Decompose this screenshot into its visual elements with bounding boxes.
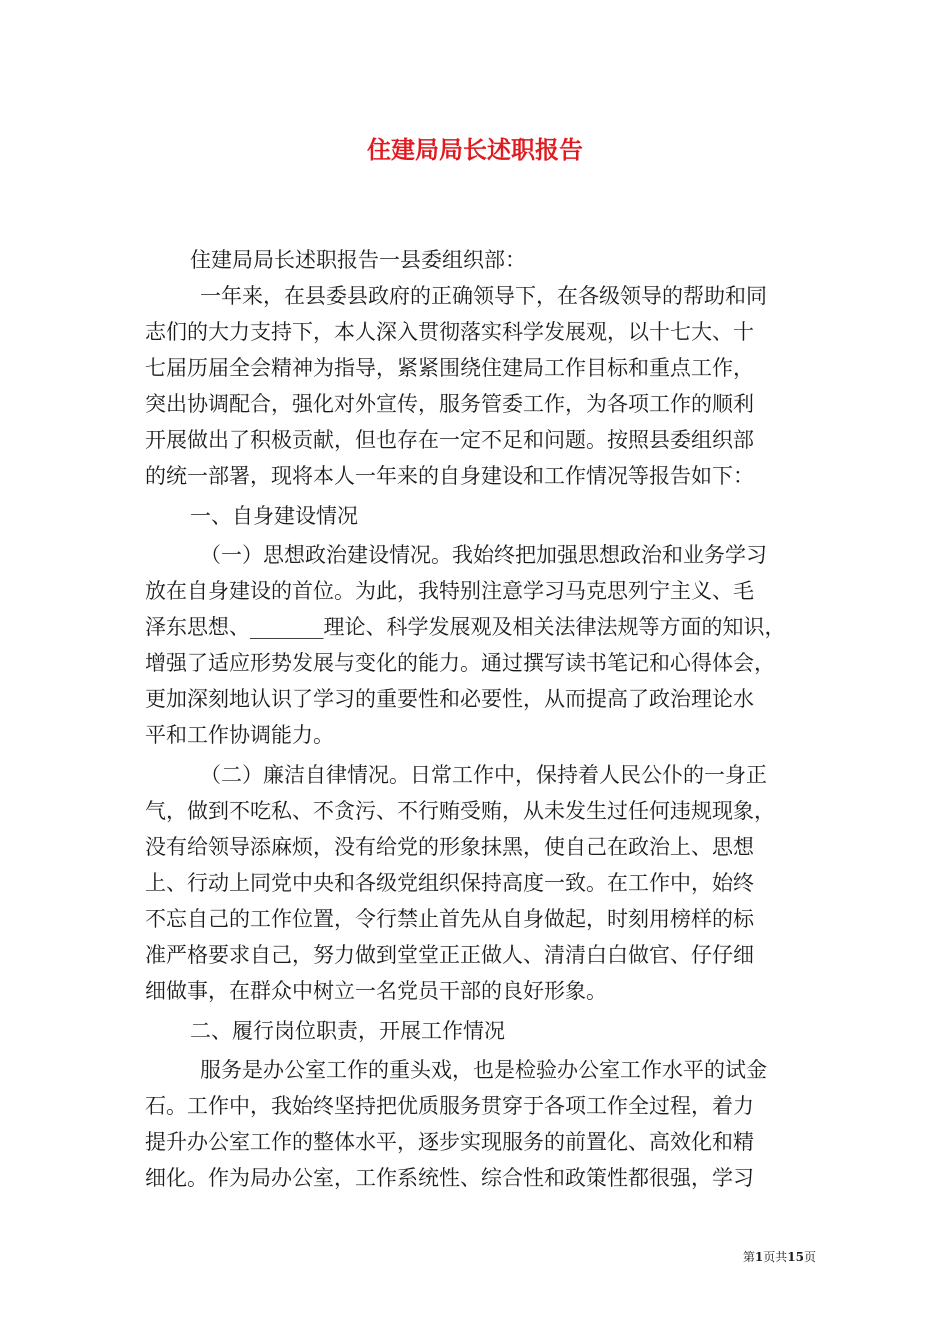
body-line: 开展做出了积极贡献，但也存在一定不足和问题。按照县委组织部 bbox=[145, 428, 754, 452]
body-line: 细做事，在群众中树立一名党员干部的良好形象。 bbox=[145, 979, 607, 1003]
body-line: 石。工作中，我始终坚持把优质服务贯穿于各项工作全过程，着力 bbox=[145, 1094, 754, 1118]
body-line: 平和工作协调能力。 bbox=[145, 723, 334, 747]
body-line: 的统一部署，现将本人一年来的自身建设和工作情况等报告如下： bbox=[145, 464, 754, 488]
body-line: 放在自身建设的首位。为此，我特别注意学习马克思列宁主义、毛 bbox=[145, 579, 754, 603]
body-line: 住建局局长述职报告一县委组织部： bbox=[190, 248, 526, 272]
body-line: 细化。作为局办公室，工作系统性、综合性和政策性都很强，学习 bbox=[145, 1166, 754, 1190]
footer-current-page: 1 bbox=[754, 1250, 764, 1264]
footer-total-pages: 15 bbox=[787, 1250, 804, 1264]
body-line: 增强了适应形势发展与变化的能力。通过撰写读书笔记和心得体会， bbox=[145, 651, 775, 675]
body-line: 上、行动上同党中央和各级党组织保持高度一致。在工作中，始终 bbox=[145, 871, 754, 895]
body-line: 气，做到不吃私、不贪污、不行贿受贿，从未发生过任何违规现象， bbox=[145, 799, 775, 823]
body-line: 一年来，在县委县政府的正确领导下，在各级领导的帮助和同 bbox=[200, 284, 767, 308]
body-line: 更加深刻地认识了学习的重要性和必要性，从而提高了政治理论水 bbox=[145, 687, 754, 711]
body-line: 泽东思想、_______理论、科学发展观及相关法律法规等方面的知识， bbox=[145, 615, 786, 639]
body-line: 不忘自己的工作位置，令行禁止首先从自身做起，时刻用榜样的标 bbox=[145, 907, 754, 931]
body-line: 突出协调配合，强化对外宣传，服务管委工作，为各项工作的顺利 bbox=[145, 392, 754, 416]
body-line: （二）廉洁自律情况。日常工作中，保持着人民公仆的一身正 bbox=[200, 763, 767, 787]
body-line: 准严格要求自己，努力做到堂堂正正做人、清清白白做官、仔仔细 bbox=[145, 943, 754, 967]
body-line: 服务是办公室工作的重头戏，也是检验办公室工作水平的试金 bbox=[200, 1058, 767, 1082]
section-heading: 一、自身建设情况 bbox=[190, 504, 358, 528]
body-line: 提升办公室工作的整体水平，逐步实现服务的前置化、高效化和精 bbox=[145, 1130, 754, 1154]
footer-suffix: 页 bbox=[803, 1250, 816, 1264]
body-line: 七届历届全会精神为指导，紧紧围绕住建局工作目标和重点工作， bbox=[145, 356, 754, 380]
footer-prefix: 第 bbox=[742, 1250, 755, 1264]
body-line: 没有给领导添麻烦，没有给党的形象抹黑，使自己在政治上、思想 bbox=[145, 835, 754, 859]
footer-middle: 页共 bbox=[763, 1250, 788, 1264]
page-number-footer bbox=[743, 1248, 816, 1266]
body-line: （一）思想政治建设情况。我始终把加强思想政治和业务学习 bbox=[200, 543, 767, 567]
document-title: 住建局局长述职报告 bbox=[367, 135, 583, 164]
body-line: 志们的大力支持下，本人深入贯彻落实科学发展观，以十七大、十 bbox=[145, 320, 754, 344]
section-heading: 二、履行岗位职责，开展工作情况 bbox=[190, 1019, 505, 1043]
